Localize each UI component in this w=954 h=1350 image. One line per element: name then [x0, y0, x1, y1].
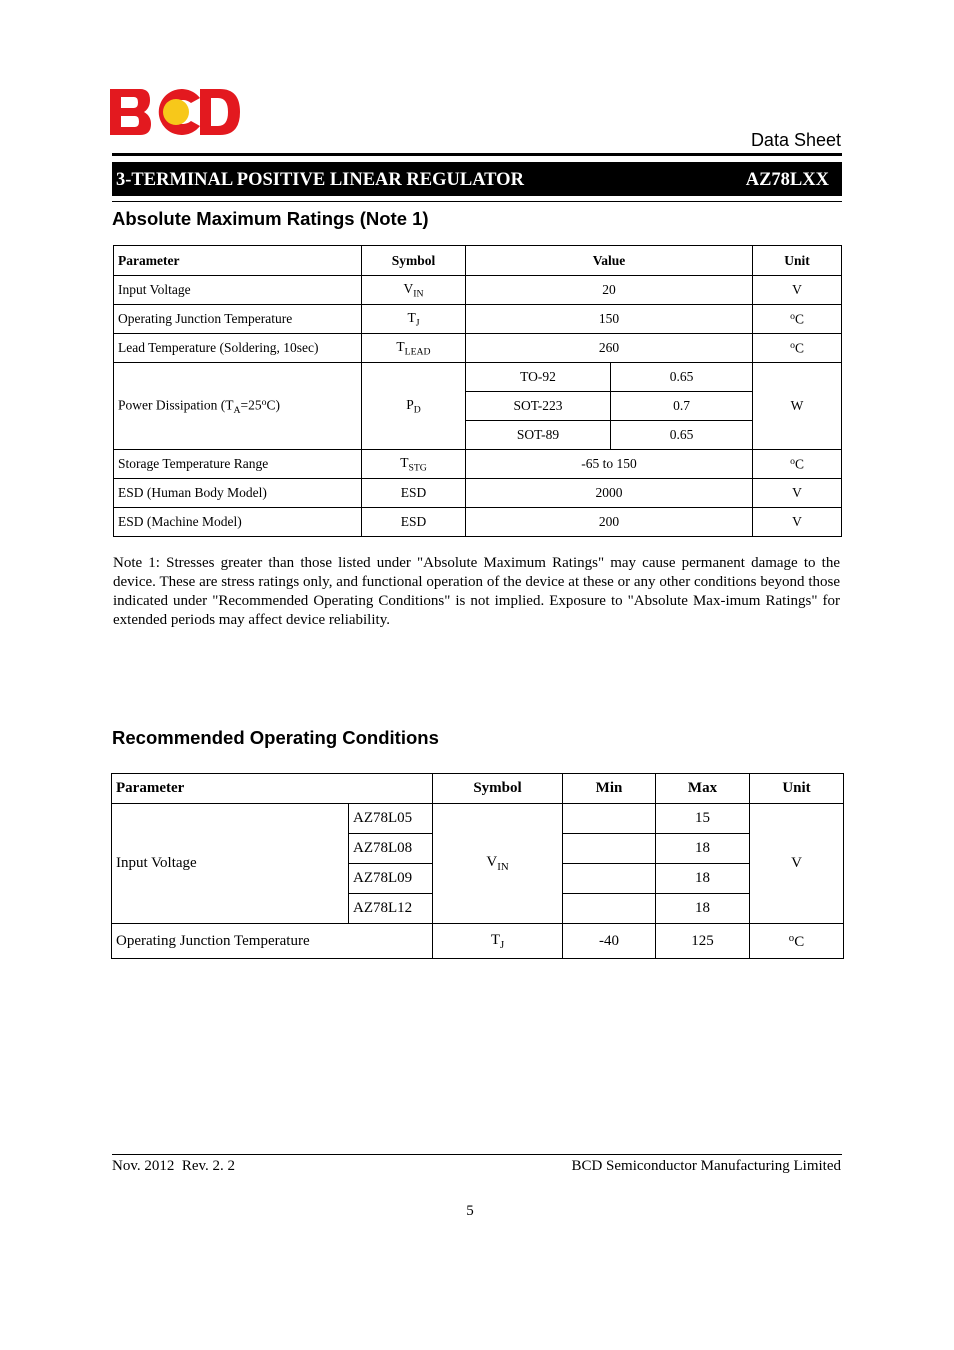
col-header-unit: Unit [750, 774, 844, 804]
header-rule [112, 153, 842, 156]
min-cell [563, 804, 656, 834]
note-1-text: Note 1: Stresses greater than those listed under "Absolute Maximum Ratings" may cause permanent damage to the device. These are stress ratings only, and functional operation of the device at these or any other conditions beyond those indicated under "Recommended Operating Conditions" is not implied. Exposure to "Absolute Max-imum Ratings" for extended periods may affect device reliability. [113, 555, 840, 628]
min-cell: -40 [563, 924, 656, 959]
value-cell: 0.65 [611, 421, 753, 450]
symbol-cell: $V_{IN}$ [362, 276, 466, 305]
min-cell [563, 864, 656, 894]
abs-max-table [113, 245, 842, 537]
table-row [112, 804, 844, 834]
title-bar [112, 162, 842, 196]
value-cell: 20 [466, 276, 753, 305]
col-header-unit: Unit [753, 246, 842, 276]
unit-cell: $^o$C [753, 305, 842, 334]
part-cell: AZ78L08 [349, 834, 433, 864]
value-cell: 2000 [466, 479, 753, 508]
value-cell: 150 [466, 305, 753, 334]
max-cell: 18 [656, 864, 750, 894]
param-cell-input-voltage: Input Voltage [112, 804, 349, 924]
symbol-cell: $T_{LEAD}$ [362, 334, 466, 363]
param-cell: Storage Temperature Range [114, 450, 362, 479]
bcd-logo [110, 89, 240, 135]
col-header-parameter: Parameter [112, 774, 433, 804]
page-number: 5 [466, 1203, 474, 1219]
param-cell: Lead Temperature (Soldering, 10sec) [114, 334, 362, 363]
footer-rule [112, 1154, 842, 1155]
max-cell: 18 [656, 894, 750, 924]
unit-cell: V [753, 276, 842, 305]
min-cell [563, 894, 656, 924]
max-cell: 18 [656, 834, 750, 864]
symbol-cell: ESD [362, 508, 466, 537]
table-row [114, 305, 842, 334]
table-row [112, 924, 844, 959]
min-cell [563, 834, 656, 864]
unit-cell: $^o$C [753, 450, 842, 479]
unit-cell: W [753, 363, 842, 450]
symbol-cell: $T_{STG}$ [362, 450, 466, 479]
unit-cell: $^o$C [753, 334, 842, 363]
param-cell-power-dissipation: Power Dissipation $(T_A=25^oC)$ [114, 363, 362, 450]
param-cell: Operating Junction Temperature [112, 924, 433, 959]
package-cell: SOT-223 [466, 392, 611, 421]
col-header-symbol: Symbol [362, 246, 466, 276]
symbol-cell: $T_J$ [433, 924, 563, 959]
unit-cell: V [750, 804, 844, 924]
col-header-min: Min [563, 774, 656, 804]
table-header-row [112, 774, 844, 804]
param-cell: ESD (Machine Model) [114, 508, 362, 537]
max-cell: 125 [656, 924, 750, 959]
unit-cell: V [753, 479, 842, 508]
col-header-value: Value [466, 246, 753, 276]
value-cell: 200 [466, 508, 753, 537]
title-underline [112, 201, 842, 202]
value-cell: 0.65 [611, 363, 753, 392]
value-cell: 260 [466, 334, 753, 363]
param-cell: ESD (Human Body Model) [114, 479, 362, 508]
section-heading-abs-max: Absolute Maximum Ratings (Note 1) [112, 208, 429, 229]
col-header-parameter: Parameter [114, 246, 362, 276]
part-cell: AZ78L05 [349, 804, 433, 834]
param-cell: Operating Junction Temperature [114, 305, 362, 334]
table-row [114, 276, 842, 305]
symbol-cell: $V_{IN}$ [433, 804, 563, 924]
part-number: AZ78LXX [745, 170, 829, 190]
footer-company: BCD Semiconductor Manufacturing Limited [571, 1158, 841, 1174]
table-header-row [114, 246, 842, 276]
col-header-symbol: Symbol [433, 774, 563, 804]
table-row [114, 334, 842, 363]
unit-cell: $^o$C [750, 924, 844, 959]
doc-title: 3-TERMINAL POSITIVE LINEAR REGULATOR [116, 170, 524, 190]
symbol-cell: $P_D$ [362, 363, 466, 450]
max-cell: 15 [656, 804, 750, 834]
rec-op-table [111, 773, 844, 959]
table-row [114, 479, 842, 508]
section-heading-rec-op: Recommended Operating Conditions [112, 727, 439, 748]
part-cell: AZ78L12 [349, 894, 433, 924]
value-cell: -65 to 150 [466, 450, 753, 479]
symbol-cell: $T_J$ [362, 305, 466, 334]
symbol-cell: ESD [362, 479, 466, 508]
package-cell: SOT-89 [466, 421, 611, 450]
unit-cell: V [753, 508, 842, 537]
part-cell: AZ78L09 [349, 864, 433, 894]
footer-date-revision: Nov. 2012 Rev. 2. 2 [112, 1158, 236, 1174]
package-cell: TO-92 [466, 363, 611, 392]
table-row [114, 450, 842, 479]
col-header-max: Max [656, 774, 750, 804]
param-cell: Input Voltage [114, 276, 362, 305]
table-row [114, 508, 842, 537]
doc-type-label: Data Sheet [750, 130, 841, 150]
value-cell: 0.7 [611, 392, 753, 421]
table-row [114, 363, 842, 392]
